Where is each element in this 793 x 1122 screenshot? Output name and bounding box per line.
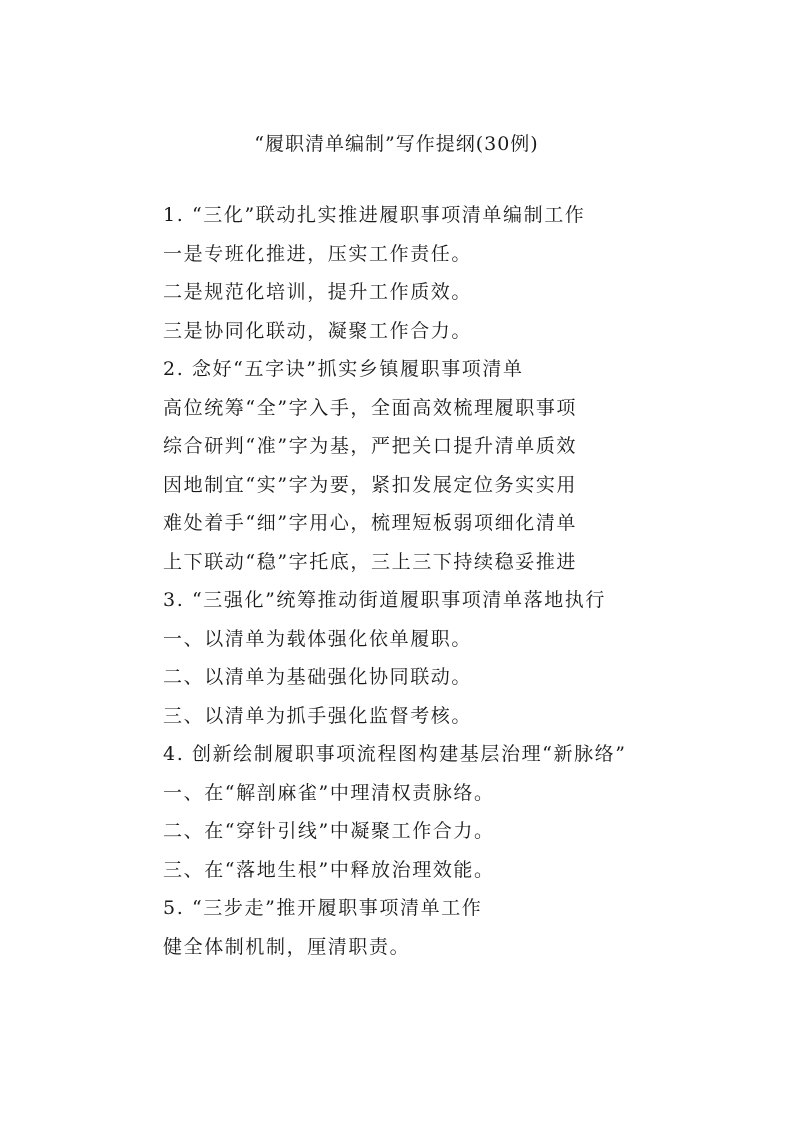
heading-item-5: 5. “三步走”推开履职事项清单工作 <box>163 897 483 919</box>
paragraph-line: 难处着手“细”字用心，梳理短板弱项细化清单 <box>163 512 578 534</box>
paragraph-line: 一是专班化推进，压实工作责任。 <box>163 242 473 265</box>
paragraph-line: 因地制宜“实”字为要，紧扣发展定位务实实用 <box>163 473 578 496</box>
paragraph-line: 一、在“解剖麻雀”中理清权责脉络。 <box>163 781 495 804</box>
heading-item-2: 2. 念好“五字诀”抓实乡镇履职事项清单 <box>163 358 524 380</box>
paragraph-line: 三、在“落地生根”中释放治理效能。 <box>163 858 495 881</box>
heading-item-4: 4. 创新绘制履职事项流程图构建基层治理“新脉络” <box>163 743 627 765</box>
paragraph-line: 二、以清单为基础强化协同联动。 <box>163 666 473 688</box>
paragraph-line: 一、以清单为载体强化依单履职。 <box>163 627 473 650</box>
heading-item-3: 3. “三强化”统筹推动街道履职事项清单落地执行 <box>163 589 606 611</box>
paragraph-line: 上下联动“稳”字托底，三上三下持续稳妥推进 <box>163 550 578 573</box>
paragraph-line: 高位统筹“全”字入手，全面高效梳理履职事项 <box>163 396 578 419</box>
paragraph-line: 三、以清单为抓手强化监督考核。 <box>163 704 473 727</box>
paragraph-line: 健全体制机制，厘清职责。 <box>163 935 411 958</box>
paragraph-line: 三是协同化联动，凝聚工作合力。 <box>163 319 473 342</box>
heading-item-1: 1. “三化”联动扎实推进履职事项清单编制工作 <box>163 204 586 226</box>
paragraph-line: 二、在“穿针引线”中凝聚工作合力。 <box>163 820 495 842</box>
document-body <box>163 196 683 966</box>
document-title: “履职清单编制”写作提纲(30例) <box>254 133 539 155</box>
paragraph-line: 二是规范化培训，提升工作质效。 <box>163 281 473 303</box>
paragraph-line: 综合研判“准”字为基，严把关口提升清单质效 <box>163 435 578 457</box>
